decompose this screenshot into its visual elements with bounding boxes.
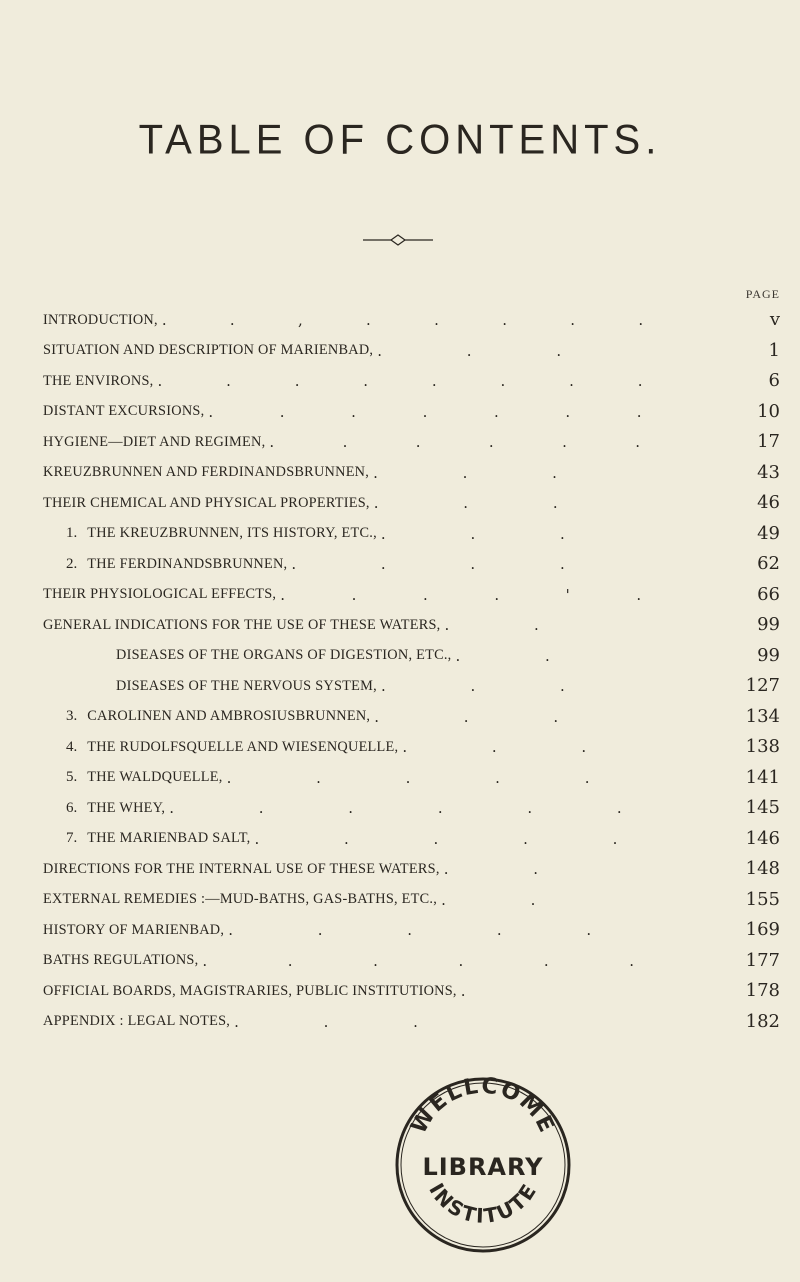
stamp-bottom-text: INSTITUTE — [424, 1178, 542, 1229]
toc-entry-title: CAROLINEN AND AMBROSIUSBRUNNEN, — [87, 708, 371, 724]
toc-entry-title: THE RUDOLFSQUELLE AND WIESENQUELLE, — [87, 738, 399, 755]
ornament-divider-icon — [363, 233, 433, 247]
toc-entry-leader-dots: . . — [455, 646, 590, 665]
toc-entry-page-number: 99 — [757, 614, 780, 635]
toc-entry — [43, 976, 466, 1006]
toc-entry — [66, 793, 662, 823]
toc-entry-leader-dots: . . . . . . — [269, 433, 672, 451]
toc-entry-page-number: 43 — [757, 461, 780, 483]
toc-entry-leader-dots: . . . . ' . — [280, 585, 673, 604]
toc-entry-title: THEIR CHEMICAL AND PHYSICAL PROPERTIES, — [43, 494, 370, 511]
toc-entry — [43, 397, 672, 427]
toc-entry-leader-dots: . . . — [380, 524, 605, 543]
toc-entry-page-number: 146 — [745, 827, 780, 849]
toc-entry — [43, 458, 597, 488]
toc-entry-page-number: 6 — [768, 370, 780, 391]
toc-entry-leader-dots: . . . — [380, 677, 605, 695]
toc-entry-leader-dots: . . . . . . — [202, 951, 672, 970]
toc-entry — [116, 671, 605, 701]
toc-entry-number: 5. — [66, 769, 78, 785]
toc-entry-number: 2. — [66, 555, 78, 572]
toc-entry — [43, 885, 575, 915]
toc-entry-title: THE WHEY, — [87, 799, 166, 816]
toc-entry — [43, 915, 631, 945]
toc-entry-leader-dots: . . — [443, 860, 579, 878]
toc-entry-page-number: 148 — [745, 858, 780, 879]
toc-entry-leader-dots: . . . — [374, 707, 599, 726]
toc-entry-page-number: 138 — [745, 736, 780, 757]
toc-entry-title: DISTANT EXCURSIONS, — [43, 403, 205, 419]
toc-entry-title: EXTERNAL REMEDIES :—MUD-BATHS, GAS-BATHS, ETC., — [43, 891, 438, 907]
toc-entry-number: 6. — [66, 799, 78, 816]
toc-entry-page-number: 1 — [768, 339, 780, 361]
toc-entry-page-number: 177 — [745, 949, 780, 971]
toc-entry — [43, 427, 672, 457]
toc-entry-title: HYGIENE—DIET AND REGIMEN, — [43, 433, 266, 450]
stamp-top-text: WELLCOME — [406, 1073, 560, 1139]
page-title: TABLE OF CONTENTS. — [138, 116, 662, 164]
toc-entry-leader-dots: . . — [444, 616, 579, 634]
toc-entry-title: HISTORY OF MARIENBAD, — [43, 921, 225, 938]
toc-entry-title: BATHS REGULATIONS, — [43, 952, 199, 968]
toc-entry-page-number: v — [769, 309, 780, 330]
toc-entry-leader-dots: . . , . . . . . — [161, 311, 673, 329]
toc-entry-page-number: 127 — [745, 675, 780, 696]
toc-entry-page-number: 145 — [745, 797, 780, 818]
toc-entry — [66, 763, 629, 793]
toc-entry-number: 4. — [66, 738, 78, 755]
library-stamp — [393, 1060, 573, 1260]
toc-entry — [43, 488, 598, 518]
toc-entry — [66, 702, 598, 732]
toc-entry-number: 7. — [66, 830, 78, 846]
toc-entry-page-number: 49 — [757, 522, 780, 544]
toc-entry-title: THE FERDINANDSBRUNNEN, — [87, 555, 288, 572]
page-column-header: PAGE — [745, 287, 780, 301]
toc-entry-leader-dots: . . . . . . . . — [157, 372, 673, 390]
toc-entry-page-number: 182 — [745, 1010, 780, 1032]
toc-entry-title: KREUZBRUNNEN AND FERDINANDSBRUNNEN, — [43, 464, 370, 480]
toc-entry-leader-dots: . . — [441, 890, 576, 909]
toc-entry-leader-dots: . . . — [402, 738, 627, 756]
toc-entry-title: THE KREUZBRUNNEN, ITS HISTORY, ETC., — [87, 525, 377, 541]
toc-entry-page-number: 178 — [745, 980, 780, 1001]
toc-entry-page-number: 10 — [757, 400, 780, 422]
toc-entry-title: DISEASES OF THE ORGANS OF DIGESTION, ETC., — [116, 647, 452, 663]
toc-entry — [43, 1007, 458, 1037]
toc-entry — [43, 854, 578, 884]
toc-entry-leader-dots: . . . . — [291, 555, 605, 573]
toc-entry-title: THEIR PHYSIOLOGICAL EFFECTS, — [43, 586, 277, 602]
toc-entry-title: INTRODUCTION, — [43, 311, 158, 328]
toc-entry-number: 3. — [66, 708, 78, 724]
toc-entry — [66, 732, 626, 762]
stamp-middle-text: LIBRARY — [422, 1153, 544, 1181]
toc-entry-leader-dots: . . . — [234, 1012, 458, 1031]
toc-entry-title: THE WALDQUELLE, — [87, 769, 223, 785]
toc-entry — [43, 336, 601, 366]
toc-entry — [66, 824, 657, 854]
toc-entry-leader-dots: . . . — [373, 463, 597, 482]
toc-entry — [43, 610, 579, 640]
toc-entry — [66, 519, 605, 549]
toc-entry-page-number: 169 — [745, 919, 780, 940]
toc-entry-leader-dots: . . . — [377, 341, 602, 360]
toc-entry-page-number: 99 — [757, 644, 780, 666]
toc-entry-title: THE ENVIRONS, — [43, 372, 154, 389]
toc-entry — [66, 549, 605, 579]
toc-entry-page-number: 17 — [757, 431, 780, 452]
toc-entry-leader-dots: . . . . . — [226, 768, 630, 787]
toc-entry-leader-dots: . . . — [373, 494, 598, 512]
toc-entry-leader-dots: . — [460, 982, 466, 1000]
toc-entry-number: 1. — [66, 525, 78, 541]
toc-entry-page-number: 62 — [757, 553, 780, 574]
toc-entry — [43, 366, 672, 396]
toc-entry-title: DIRECTIONS FOR THE INTERNAL USE OF THESE WATERS, — [43, 860, 440, 877]
toc-entry-title: GENERAL INDICATIONS FOR THE USE OF THESE WATERS, — [43, 616, 441, 633]
toc-entry-title: DISEASES OF THE NERVOUS SYSTEM, — [116, 677, 377, 694]
toc-entry-leader-dots: . . . . . . . — [208, 402, 673, 421]
toc-entry-page-number: 66 — [757, 583, 780, 605]
toc-entry-leader-dots: . . . . . — [254, 829, 658, 848]
toc-entry-page-number: 134 — [745, 705, 780, 727]
toc-entry-leader-dots: . . . . . . — [169, 799, 662, 817]
toc-entry-page-number: 141 — [745, 766, 780, 788]
toc-entry-leader-dots: . . . . . — [228, 921, 632, 939]
toc-entry-page-number: 155 — [745, 888, 780, 910]
toc-entry — [116, 641, 590, 671]
toc-entry — [43, 946, 672, 976]
toc-entry-title: THE MARIENBAD SALT, — [87, 830, 251, 846]
toc-entry-page-number: 46 — [757, 492, 780, 513]
toc-entry — [43, 580, 672, 610]
toc-entry — [43, 305, 672, 335]
toc-entry-title: OFFICIAL BOARDS, MAGISTRARIES, PUBLIC INSTITUTIONS, — [43, 982, 457, 999]
toc-entry-title: SITUATION AND DESCRIPTION OF MARIENBAD, — [43, 342, 374, 358]
toc-entry-title: APPENDIX : LEGAL NOTES, — [43, 1013, 231, 1029]
